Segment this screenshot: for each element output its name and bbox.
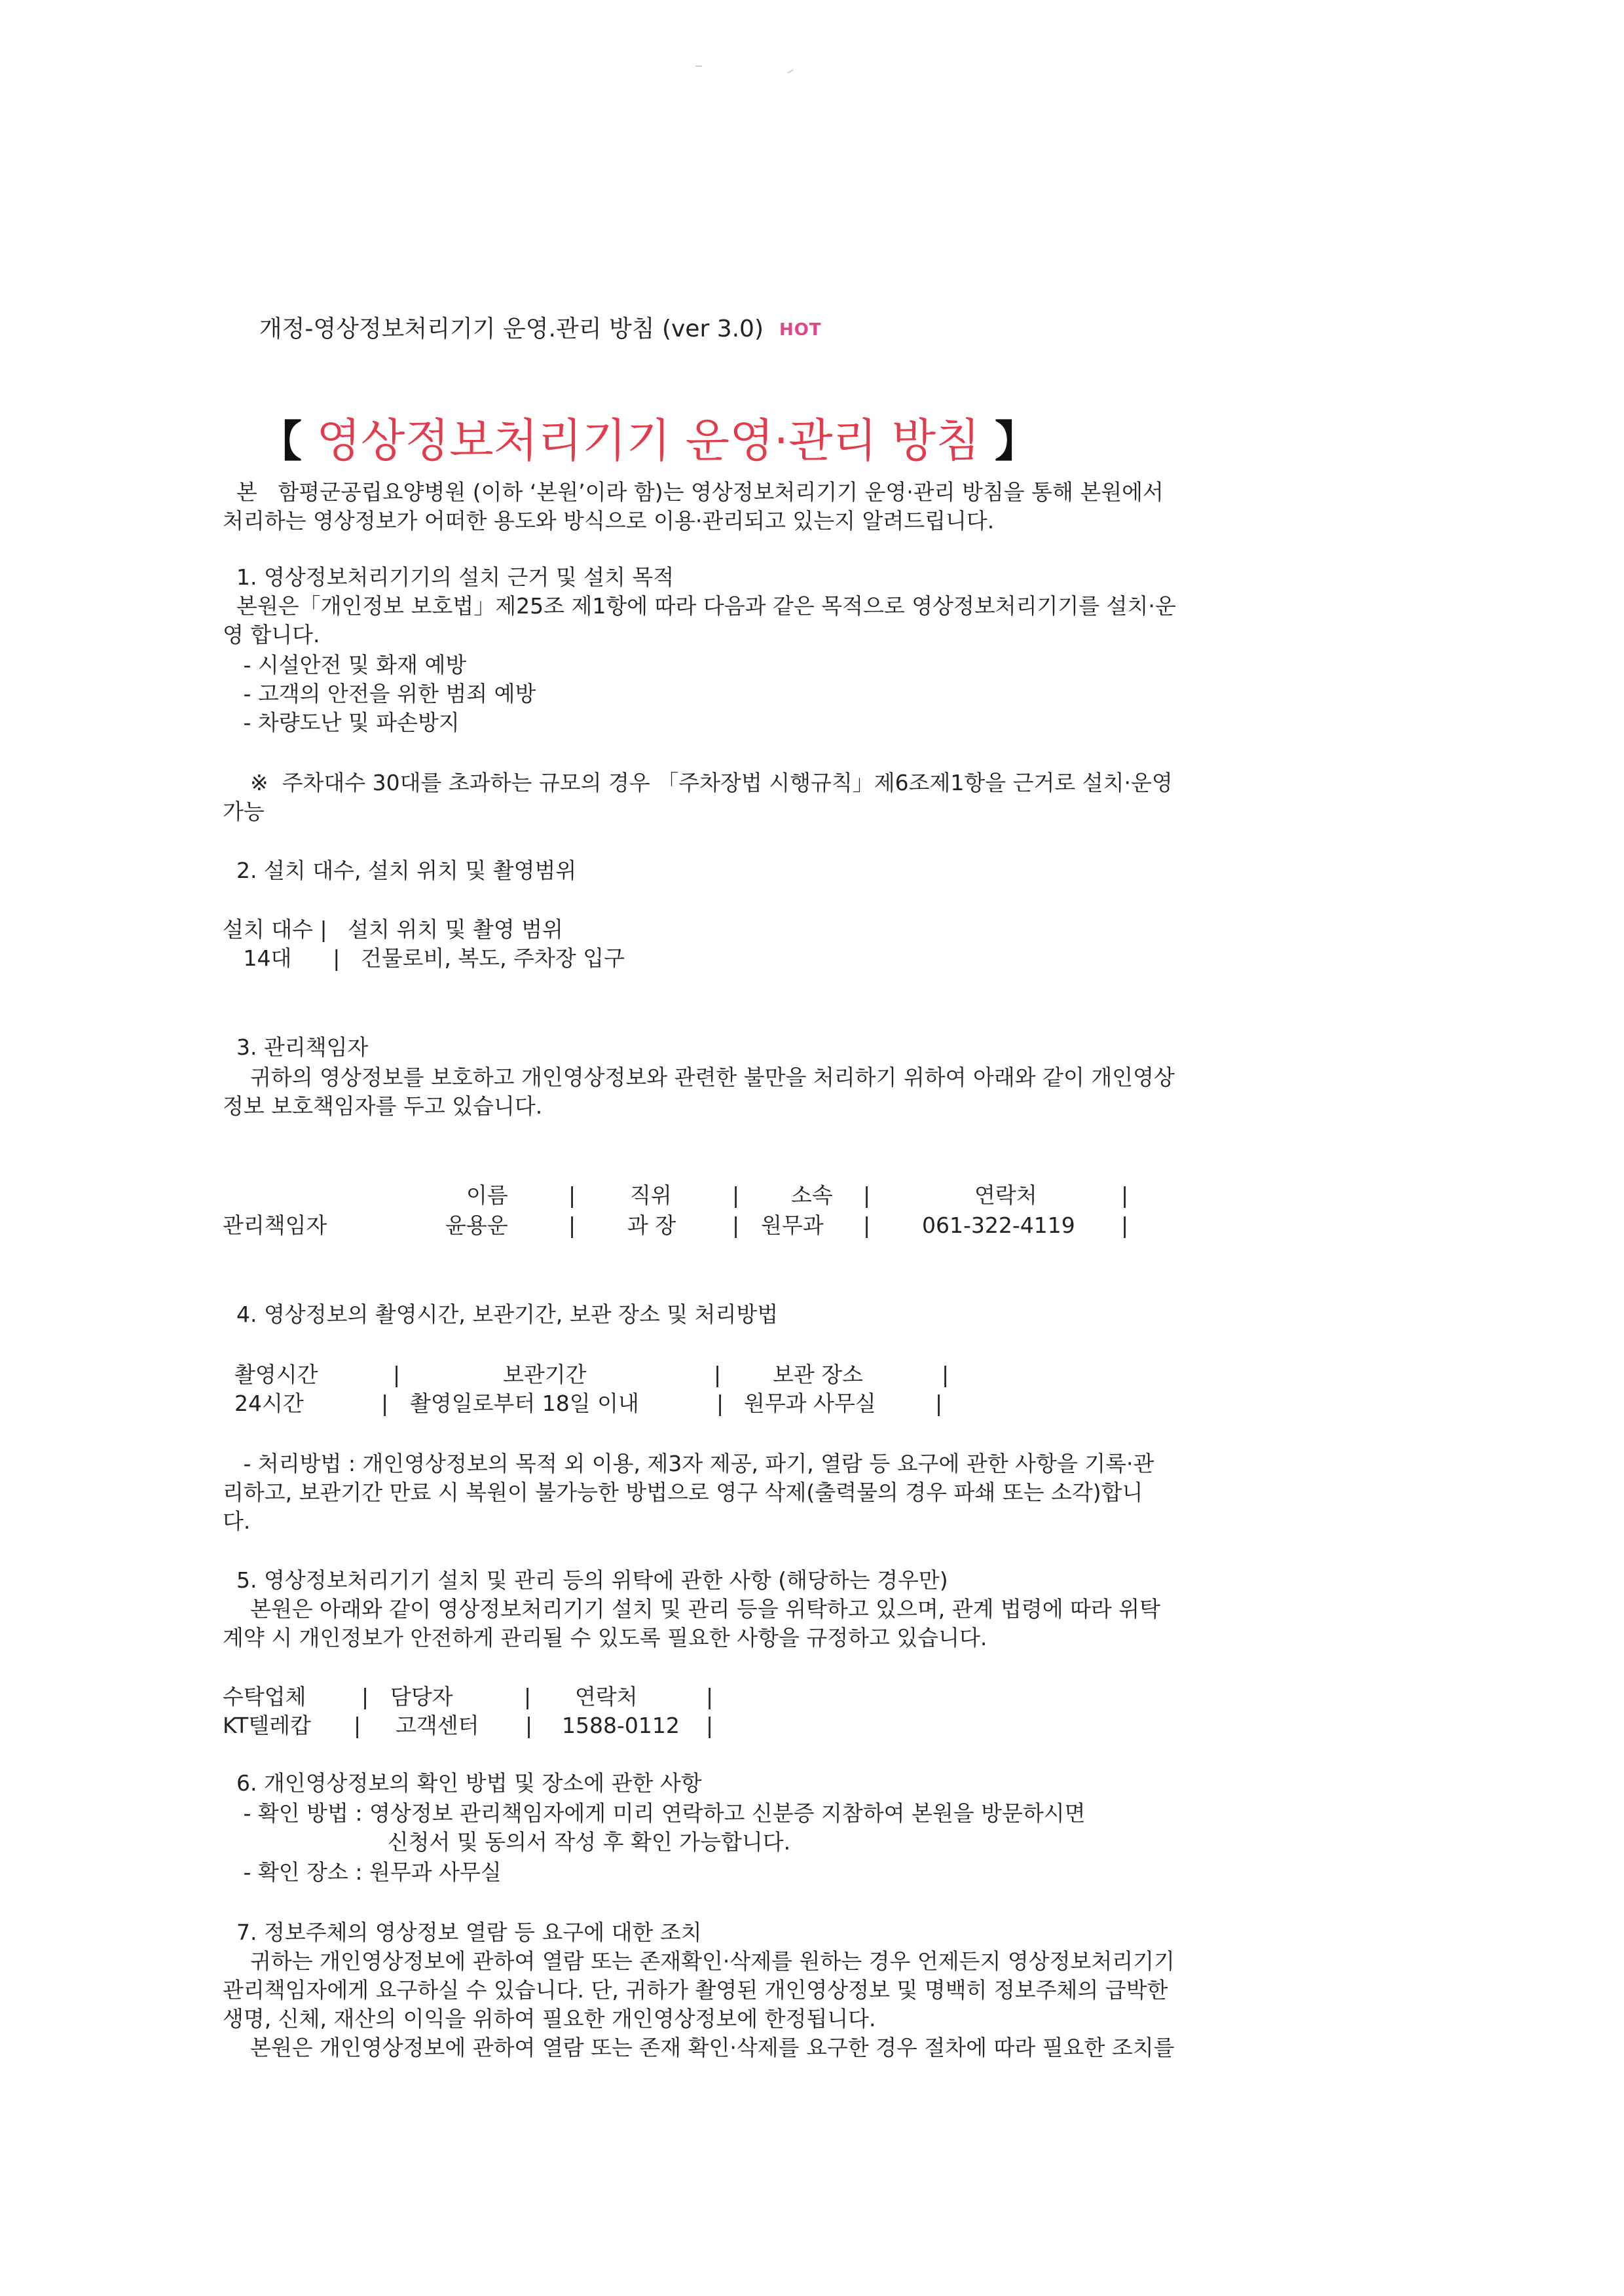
- purpose-item: - 차량도난 및 파손방지: [223, 710, 460, 735]
- section-5-body: 본원은 아래와 같이 영상정보처리기기 설치 및 관리 등을 위탁하고 있으며, 관계 법령에 따라 위탁: [223, 1596, 1161, 1622]
- top-title-text: 개정-영상정보처리기기 운영.관리 방침 (ver 3.0): [259, 316, 764, 342]
- table-divider: |: [863, 1182, 871, 1208]
- table-divider: |: [863, 1212, 871, 1238]
- processing-method: - 처리방법 : 개인영상정보의 목적 외 이용, 제3자 제공, 파기, 열람 등 요구에 관한 사항을 기록·관: [223, 1451, 1154, 1476]
- manager-department: 원무과: [761, 1212, 824, 1238]
- section-5-title: 5. 영상정보처리기기 설치 및 관리 등의 위탁에 관한 사항 (해당하는 경우만): [223, 1567, 948, 1593]
- section-7-title: 7. 정보주체의 영상정보 열람 등 요구에 대한 조치: [223, 1920, 702, 1945]
- intro-line: 본 함평군공립요양병원 (이하 ‘본원’이라 함)는 영상정보처리기기 운영·관리 방침을 통해 본원에서: [223, 479, 1164, 505]
- processing-method: 다.: [223, 1508, 251, 1534]
- section-6-title: 6. 개인영상정보의 확인 방법 및 장소에 관한 사항: [223, 1770, 702, 1796]
- retention-header-period: 보관기간: [503, 1362, 587, 1387]
- purpose-item: - 고객의 안전을 위한 범죄 예방: [223, 681, 536, 706]
- table-divider: |: [524, 1684, 532, 1709]
- section-5-body: 계약 시 개인정보가 안전하게 관리될 수 있도록 필요한 사항을 규정하고 있습니다.: [223, 1625, 987, 1650]
- outsourcing-phone: 1588-0112: [562, 1713, 680, 1738]
- table-divider: |: [714, 1362, 722, 1387]
- main-heading: [259, 411, 1038, 470]
- section-1-title: 1. 영상정보처리기기의 설치 근거 및 설치 목적: [223, 564, 674, 590]
- table-divider: |: [942, 1362, 950, 1387]
- table-divider: |: [706, 1684, 714, 1709]
- document-top-title: [229, 290, 827, 369]
- section-1-note: ※ 주차대수 30대를 초과하는 규모의 경우 「주차장법 시행규칙」제6조제1항을 근거로 설치·운영: [223, 770, 1173, 795]
- table-divider: |: [935, 1391, 943, 1416]
- section-1-body: 영 합니다.: [223, 622, 320, 647]
- section-7-line: 생명, 신체, 재산의 이익을 위하여 필요한 개인영상정보에 한정됩니다.: [223, 2006, 876, 2032]
- outsourcing-header-contact: 연락처: [575, 1684, 638, 1709]
- section-4-title: 4. 영상정보의 촬영시간, 보관기간, 보관 장소 및 처리방법: [223, 1302, 779, 1327]
- install-table-header: 설치 대수 | 설치 위치 및 촬영 범위: [223, 917, 563, 942]
- manager-header-position: 직위: [630, 1182, 672, 1208]
- section-1-note: 가능: [223, 799, 265, 824]
- heading-text: 영상정보처리기기 운영·관리 방침: [316, 414, 980, 467]
- section-3-body: 정보 보호책임자를 두고 있습니다.: [223, 1093, 543, 1119]
- retention-header-time: 촬영시간: [234, 1362, 318, 1387]
- table-divider: |: [716, 1391, 724, 1416]
- section-1-body: 본원은「개인정보 보호법」제25조 제1항에 따라 다음과 같은 목적으로 영상정보처리기기를 설치·운: [223, 593, 1176, 619]
- table-divider: |: [706, 1713, 714, 1738]
- outsourcing-company: KT텔레캅: [223, 1713, 311, 1738]
- outsourcing-header-person: 담당자: [390, 1684, 453, 1709]
- retention-location: 원무과 사무실: [744, 1391, 876, 1416]
- section-7-line: 귀하는 개인영상정보에 관하여 열람 또는 존재확인·삭제를 원하는 경우 언제든지 영상정보처리기기: [223, 1948, 1175, 1974]
- heading-open-bracket: 【: [259, 416, 302, 467]
- section-7-line: 본원은 개인영상정보에 관하여 열람 또는 존재 확인·삭제를 요구한 경우 절차에 따라 필요한 조치를: [223, 2035, 1175, 2060]
- section-3-title: 3. 관리책임자: [223, 1034, 369, 1060]
- manager-row-label: 관리책임자: [223, 1212, 327, 1238]
- manager-position: 과 장: [627, 1212, 676, 1238]
- manager-header-contact: 연락처: [974, 1182, 1037, 1208]
- manager-phone: 061-322-4119: [922, 1212, 1075, 1238]
- table-divider: |: [1121, 1212, 1129, 1238]
- scan-speck: [787, 69, 794, 74]
- retention-header-location: 보관 장소: [773, 1362, 864, 1387]
- table-divider: |: [525, 1713, 533, 1738]
- manager-header-department: 소속: [791, 1182, 833, 1208]
- table-divider: |: [568, 1182, 576, 1208]
- table-divider: |: [354, 1713, 361, 1738]
- outsourcing-header-company: 수탁업체: [223, 1684, 306, 1709]
- heading-close-bracket: 】: [994, 416, 1038, 467]
- table-divider: |: [732, 1212, 740, 1238]
- table-divider: |: [732, 1182, 740, 1208]
- install-table-row: 14대 | 건물로비, 복도, 주차장 입구: [223, 945, 625, 971]
- section-2-title: 2. 설치 대수, 설치 위치 및 촬영범위: [223, 858, 577, 883]
- retention-period: 촬영일로부터 18일 이내: [410, 1391, 639, 1416]
- section-7-line: 관리책임자에게 요구하실 수 있습니다. 단, 귀하가 촬영된 개인영상정보 및 명백히 정보주체의 급박한: [223, 1977, 1168, 2003]
- section-3-body: 귀하의 영상정보를 보호하고 개인영상정보와 관련한 불만을 처리하기 위하여 아래와 같이 개인영상: [223, 1065, 1175, 1090]
- hot-badge: HOT: [779, 320, 822, 340]
- table-divider: |: [361, 1684, 369, 1709]
- retention-time: 24시간: [234, 1391, 304, 1416]
- manager-name: 윤용운: [445, 1212, 508, 1238]
- table-divider: |: [1121, 1182, 1129, 1208]
- intro-line: 처리하는 영상정보가 어떠한 용도와 방식으로 이용·관리되고 있는지 알려드립니다.: [223, 508, 995, 534]
- table-divider: |: [393, 1362, 401, 1387]
- table-divider: |: [568, 1212, 576, 1238]
- section-6-line: - 확인 장소 : 원무과 사무실: [223, 1859, 502, 1885]
- processing-method: 리하고, 보관기간 만료 시 복원이 불가능한 방법으로 영구 삭제(출력물의 경우 파쇄 또는 소각)합니: [223, 1480, 1143, 1505]
- outsourcing-person: 고객센터: [396, 1713, 479, 1738]
- manager-header-name: 이름: [466, 1182, 508, 1208]
- purpose-item: - 시설안전 및 화재 예방: [223, 652, 467, 678]
- scan-speck: [695, 65, 702, 67]
- table-divider: |: [381, 1391, 389, 1416]
- section-6-line: 신청서 및 동의서 작성 후 확인 가능합니다.: [223, 1829, 791, 1855]
- section-6-line: - 확인 방법 : 영상정보 관리책임자에게 미리 연락하고 신분증 지참하여 본원을 방문하시면: [223, 1800, 1086, 1826]
